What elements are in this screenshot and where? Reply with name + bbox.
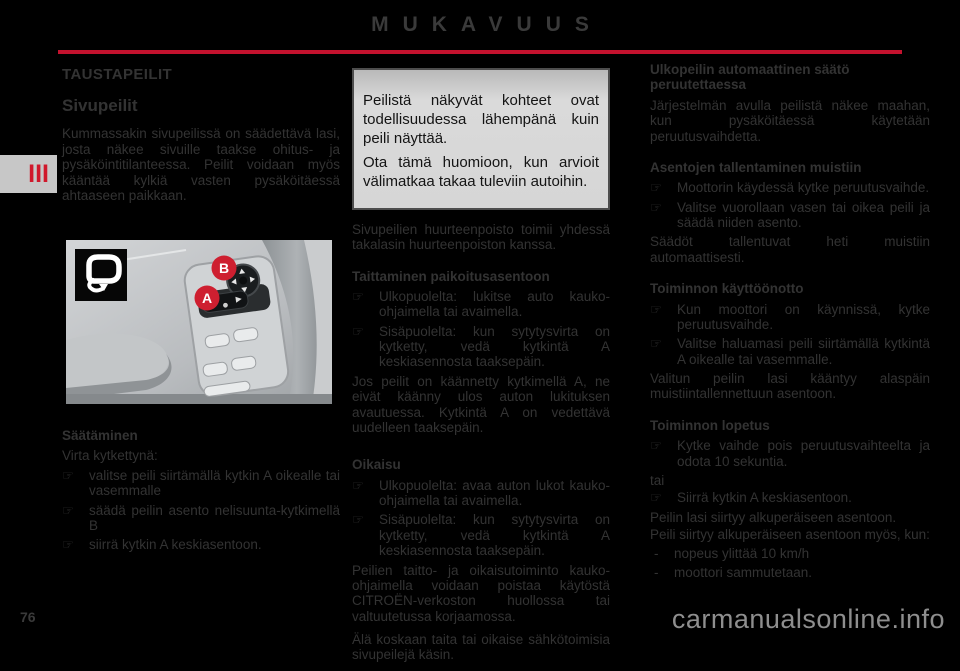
list-item-text: Kun moottori on käynnissä, kytke peruutusvaihde. (677, 301, 930, 332)
list-item (650, 336, 930, 367)
list-item (352, 324, 610, 370)
side-mirror-fold-icon (75, 249, 127, 301)
memorising-note: Säädöt tallentuvat heti muistiin automaattisesti. (650, 234, 930, 265)
door-pocket (66, 394, 332, 404)
list-item (62, 537, 340, 552)
list-item-text: siirrä kytkin A keskiasentoon. (89, 537, 262, 553)
list-item-text: moottori sammutetaan. (674, 564, 813, 580)
pointer-icon: ☞ (650, 180, 663, 196)
section-title: TAUSTAPEILIT (62, 66, 173, 83)
subsection-title: Sivupeilit (62, 96, 138, 116)
callout-a-label: A (201, 290, 213, 306)
list-item-text: nopeus ylittää 10 km/h (674, 546, 810, 562)
adjusting-lead: Virta kytkettynä: (62, 448, 158, 464)
hand-warning-note: Älä koskaan taita tai oikaise sähkötoimisia sivupeilejä käsin. (352, 632, 610, 663)
deactivation-note: Peili siirtyy alkuperäiseen asentoon myös, kun: (650, 527, 930, 542)
pointer-icon: ☞ (650, 336, 663, 352)
list-item-text: Kytke vaihde pois peruutusvaihteelta ja odota 10 sekuntia. (677, 438, 930, 469)
auto-tilt-heading: Ulkopeilin automaattinen säätö peruutettaessa (650, 62, 850, 93)
list-item (650, 565, 930, 580)
pointer-icon: ☞ (650, 490, 663, 506)
list-item (352, 512, 610, 558)
list-item-text: Sisäpuolelta: kun sytytysvirta on kytketty, vedä kytkintä A keskiasennosta taaksepäin. (379, 323, 610, 370)
intro-paragraph: Kummassakin sivupeilissä on säädettävä lasi, josta näkee sivuille taakse ohitus- ja pysäköintitilanteessa. Peilit voidaan myös kääntää kylkiä vasten pysäköitäessä ahtaaseen paikkaan. (62, 126, 340, 203)
pointer-icon: ☞ (352, 477, 365, 493)
middle-column (352, 68, 610, 671)
activation-heading: Toiminnon käyttöönotto (650, 281, 804, 297)
door-panel-figure (66, 240, 332, 404)
left-column-adjusting (62, 428, 340, 557)
page-title: MUKAVUUS (371, 13, 603, 36)
notice-paragraph: Ota tämä huomioon, kun arvioit välimatkaa takaa tuleviin autoihin. (363, 154, 599, 190)
pointer-icon: ☞ (352, 323, 365, 339)
callout-b-label: B (218, 260, 230, 276)
pointer-icon: ☞ (650, 301, 663, 317)
dash-icon: - (654, 564, 659, 580)
list-item (352, 478, 610, 509)
activation-note: Valitun peilin lasi kääntyy alaspäin muistiintallennettuun asentoon. (650, 371, 930, 402)
list-item-text: Valitse haluamasi peili siirtämällä kytkintä A oikealle tai vasemmalle. (677, 336, 930, 367)
notice-paragraph: Peilistä näkyvät kohteet ovat todellisuudessa lähempänä kuin peili näyttää. (363, 92, 599, 147)
deactivation-heading: Toiminnon lopetus (650, 417, 770, 433)
defrost-note: Sivupeilien huurteenpoisto toimii yhdessä takalasin huurteenpoiston kanssa. (352, 221, 610, 253)
list-item (62, 468, 340, 499)
list-item-text: Ulkopuolelta: avaa auton lukot kauko-ohjaimella tai avaimella. (379, 477, 610, 508)
pointer-icon: ☞ (650, 199, 663, 215)
adjusting-heading: Säätäminen (62, 428, 138, 443)
pointer-icon: ☞ (352, 288, 365, 304)
left-column (62, 66, 340, 211)
pointer-icon: ☞ (352, 512, 365, 528)
list-item (650, 546, 930, 561)
list-item (650, 180, 930, 195)
watermark: carmanualsonline.info (671, 604, 945, 634)
list-item-text: Sisäpuolelta: kun sytytysvirta on kytketty, vedä kytkintä A keskiasennosta taaksepäin. (379, 512, 610, 559)
callout-b (212, 256, 237, 281)
pointer-icon: ☞ (62, 537, 75, 553)
or-label: tai (650, 472, 665, 488)
memorising-heading: Asentojen tallentaminen muistiin (650, 159, 862, 175)
callout-a (195, 286, 220, 311)
list-item-text: Valitse vuorollaan vasen tai oikea peili ja säädä niiden asento. (677, 199, 930, 230)
right-column (650, 62, 930, 583)
list-item-text: Ulkopuolelta: lukitse auto kauko-ohjaimella tai avaimella. (379, 288, 610, 320)
unfolding-note: Peilien taitto- ja oikaisutoiminto kauko-ohjaimella voidaan poistaa käytöstä CITROËN-verkoston huollossa tai valtuutetussa korjaamossa. (352, 562, 610, 624)
pointer-icon: ☞ (62, 502, 75, 518)
folding-heading: Taittaminen paikoitusasentoon (352, 268, 550, 284)
list-item (650, 302, 930, 333)
notice-box (352, 68, 610, 210)
dash-icon: - (654, 546, 659, 562)
list-item (352, 289, 610, 320)
chapter-tab: III (0, 155, 57, 193)
list-item (62, 503, 340, 534)
list-item (650, 490, 930, 505)
page-number: 76 (20, 609, 36, 625)
deactivation-note: Peilin lasi siirtyy alkuperäiseen asentoon. (650, 509, 897, 525)
list-item (650, 438, 930, 469)
list-item-text: Moottorin käydessä kytke peruutusvaihde. (677, 180, 930, 196)
unfolding-heading: Oikaisu (352, 457, 401, 473)
pointer-icon: ☞ (62, 467, 75, 483)
folding-note: Jos peilit on käännetty kytkimellä A, ne eivät käänny ulos auton lukituksen avautuessa. Kytkintä A on vedettävä uudelleen taaksepäin. (352, 373, 610, 435)
list-item (650, 200, 930, 231)
list-item-text: Siirrä kytkin A keskiasentoon. (677, 490, 852, 506)
auto-tilt-intro: Järjestelmän avulla peilistä näkee maahan, kun pysäköitäessä käytetään peruutusvaihdetta. (650, 97, 930, 144)
header-divider (58, 50, 902, 54)
list-item-text: valitse peili siirtämällä kytkin A oikealle tai vasemmalle (89, 467, 340, 499)
list-item-text: säädä peilin asento nelisuunta-kytkimellä B (89, 502, 340, 533)
pointer-icon: ☞ (650, 438, 663, 454)
